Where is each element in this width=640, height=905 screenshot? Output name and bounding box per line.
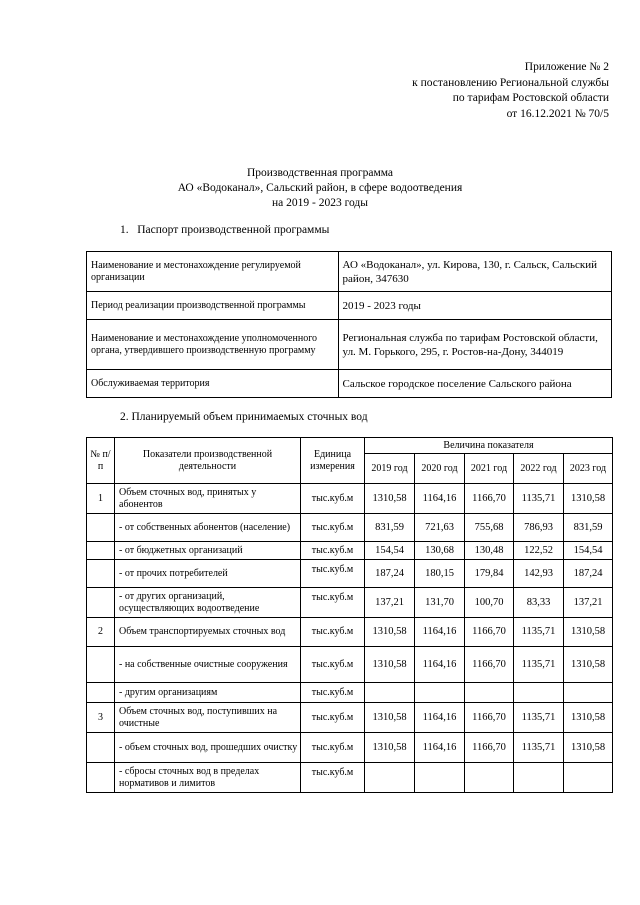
header-year: 2021 год [465,454,514,484]
row-value: 755,68 [465,514,514,542]
table-row [87,560,613,588]
passport-row [87,292,612,320]
row-num [87,733,115,763]
row-value: 1135,71 [514,618,564,647]
row-indicator: Объем сточных вод, принятых у абонентов [115,484,301,514]
passport-value: 2019 - 2023 годы [338,292,611,320]
row-value: 1166,70 [465,733,514,763]
row-value [564,683,613,703]
row-value: 130,48 [465,542,514,560]
row-value: 1310,58 [365,733,415,763]
row-num: 2 [87,618,115,647]
row-value: 831,59 [564,514,613,542]
row-indicator: - от бюджетных организаций [115,542,301,560]
row-value: 179,84 [465,560,514,588]
row-value: 831,59 [365,514,415,542]
row-unit: тыс.куб.м [301,703,365,733]
row-value: 1166,70 [465,484,514,514]
row-num [87,560,115,588]
row-indicator: - другим организациям [115,683,301,703]
header-indicator: Показатели производственной деятельности [115,438,301,484]
document-title [0,166,640,211]
row-num [87,542,115,560]
row-value: 187,24 [365,560,415,588]
row-indicator: - от других организаций, осуществляющих водоотведение [115,588,301,618]
table-row [87,484,613,514]
header-value-group: Величина показателя [365,438,613,454]
row-value: 154,54 [365,542,415,560]
row-unit: тыс.куб.м [301,560,365,588]
row-num [87,514,115,542]
row-value [415,763,465,793]
table-row [87,647,613,683]
row-indicator: - сбросы сточных вод в пределах нормативов и лимитов [115,763,301,793]
row-num [87,763,115,793]
row-value: 1310,58 [365,618,415,647]
row-value: 1164,16 [415,484,465,514]
header-num: № п/п [87,438,115,484]
row-value: 1310,58 [365,703,415,733]
row-value: 122,52 [514,542,564,560]
passport-value: Сальское городское поселение Сальского района [338,370,611,398]
section-1-heading [120,224,329,236]
row-value: 1135,71 [514,484,564,514]
appendix-line: Приложение № 2 [524,61,609,73]
section-2-heading: 2. Планируемый объем принимаемых сточных вод [120,411,368,423]
row-value: 786,93 [514,514,564,542]
row-value: 1164,16 [415,647,465,683]
row-value: 721,63 [415,514,465,542]
row-value [465,763,514,793]
row-value: 1310,58 [564,733,613,763]
table-row [87,588,613,618]
section-1-title: Паспорт производственной программы [137,224,330,236]
row-value: 1135,71 [514,703,564,733]
row-indicator: - от собственных абонентов (население) [115,514,301,542]
row-value: 1164,16 [415,703,465,733]
passport-row [87,252,612,292]
title-line: на 2019 - 2023 годы [271,197,368,209]
header-unit: Единица измерения [301,438,365,484]
row-indicator: - от прочих потребителей [115,560,301,588]
volume-table [86,437,613,793]
row-value: 187,24 [564,560,613,588]
title-line: Производственная программа [246,167,394,179]
section-1-number: 1. [120,224,129,236]
row-indicator: Объем транспортируемых сточных вод [115,618,301,647]
row-value [365,683,415,703]
row-value [415,683,465,703]
header-year: 2022 год [514,454,564,484]
table-row [87,703,613,733]
row-value: 1310,58 [564,703,613,733]
passport-value: Региональная служба по тарифам Ростовской области, ул. М. Горького, 295, г. Ростов-на-Дону, 344019 [338,320,611,370]
row-num: 1 [87,484,115,514]
row-indicator: - объем сточных вод, прошедших очистку [115,733,301,763]
row-num [87,588,115,618]
row-value: 83,33 [514,588,564,618]
table-row [87,733,613,763]
passport-label: Наименование и местонахождение уполномоченного органа, утвердившего производственную программу [87,320,339,370]
row-unit: тыс.куб.м [301,647,365,683]
row-value: 154,54 [564,542,613,560]
passport-label: Период реализации производственной программы [87,292,339,320]
row-value: 1310,58 [365,647,415,683]
row-value: 1310,58 [564,484,613,514]
row-value: 1164,16 [415,733,465,763]
row-unit: тыс.куб.м [301,733,365,763]
appendix-line: от 16.12.2021 № 70/5 [506,107,609,120]
title-line: АО «Водоканал», Сальский район, в сфере водоотведения [177,182,463,194]
row-value: 1166,70 [465,647,514,683]
row-value: 131,70 [415,588,465,618]
row-value: 1310,58 [365,484,415,514]
row-num: 3 [87,703,115,733]
table-row [87,618,613,647]
passport-label: Наименование и местонахождение регулируемой организации [87,252,339,292]
header-year: 2019 год [365,454,415,484]
passport-row [87,320,612,370]
header-year: 2023 год [564,454,613,484]
row-unit: тыс.куб.м [301,588,365,618]
appendix-line: по тарифам Ростовской области [452,92,609,104]
table-row [87,683,613,703]
row-unit: тыс.куб.м [301,683,365,703]
table-row [87,514,613,542]
passport-table [86,251,612,398]
row-value [514,763,564,793]
row-value: 180,15 [415,560,465,588]
row-value [514,683,564,703]
row-unit: тыс.куб.м [301,514,365,542]
row-value: 1166,70 [465,703,514,733]
row-value: 1310,58 [564,647,613,683]
row-unit: тыс.куб.м [301,618,365,647]
row-value: 1135,71 [514,647,564,683]
passport-row [87,370,612,398]
row-value [564,763,613,793]
row-unit: тыс.куб.м [301,763,365,793]
row-value: 1310,58 [564,618,613,647]
appendix-block [412,60,609,122]
row-value: 130,68 [415,542,465,560]
row-num [87,647,115,683]
table-row [87,542,613,560]
header-row [87,438,613,454]
row-unit: тыс.куб.м [301,484,365,514]
row-value: 1166,70 [465,618,514,647]
passport-value: АО «Водоканал», ул. Кирова, 130, г. Сальск, Сальский район, 347630 [338,252,611,292]
row-indicator: - на собственные очистные сооружения [115,647,301,683]
appendix-line: к постановлению Региональной службы [412,76,609,89]
header-year: 2020 год [415,454,465,484]
passport-label: Обслуживаемая территория [87,370,339,398]
row-value: 137,21 [564,588,613,618]
row-value [365,763,415,793]
row-unit: тыс.куб.м [301,542,365,560]
row-value: 1164,16 [415,618,465,647]
row-value: 1135,71 [514,733,564,763]
row-value: 142,93 [514,560,564,588]
row-value [465,683,514,703]
table-row [87,763,613,793]
row-value: 100,70 [465,588,514,618]
row-num [87,683,115,703]
row-indicator: Объем сточных вод, поступивших на очистные [115,703,301,733]
row-value: 137,21 [365,588,415,618]
